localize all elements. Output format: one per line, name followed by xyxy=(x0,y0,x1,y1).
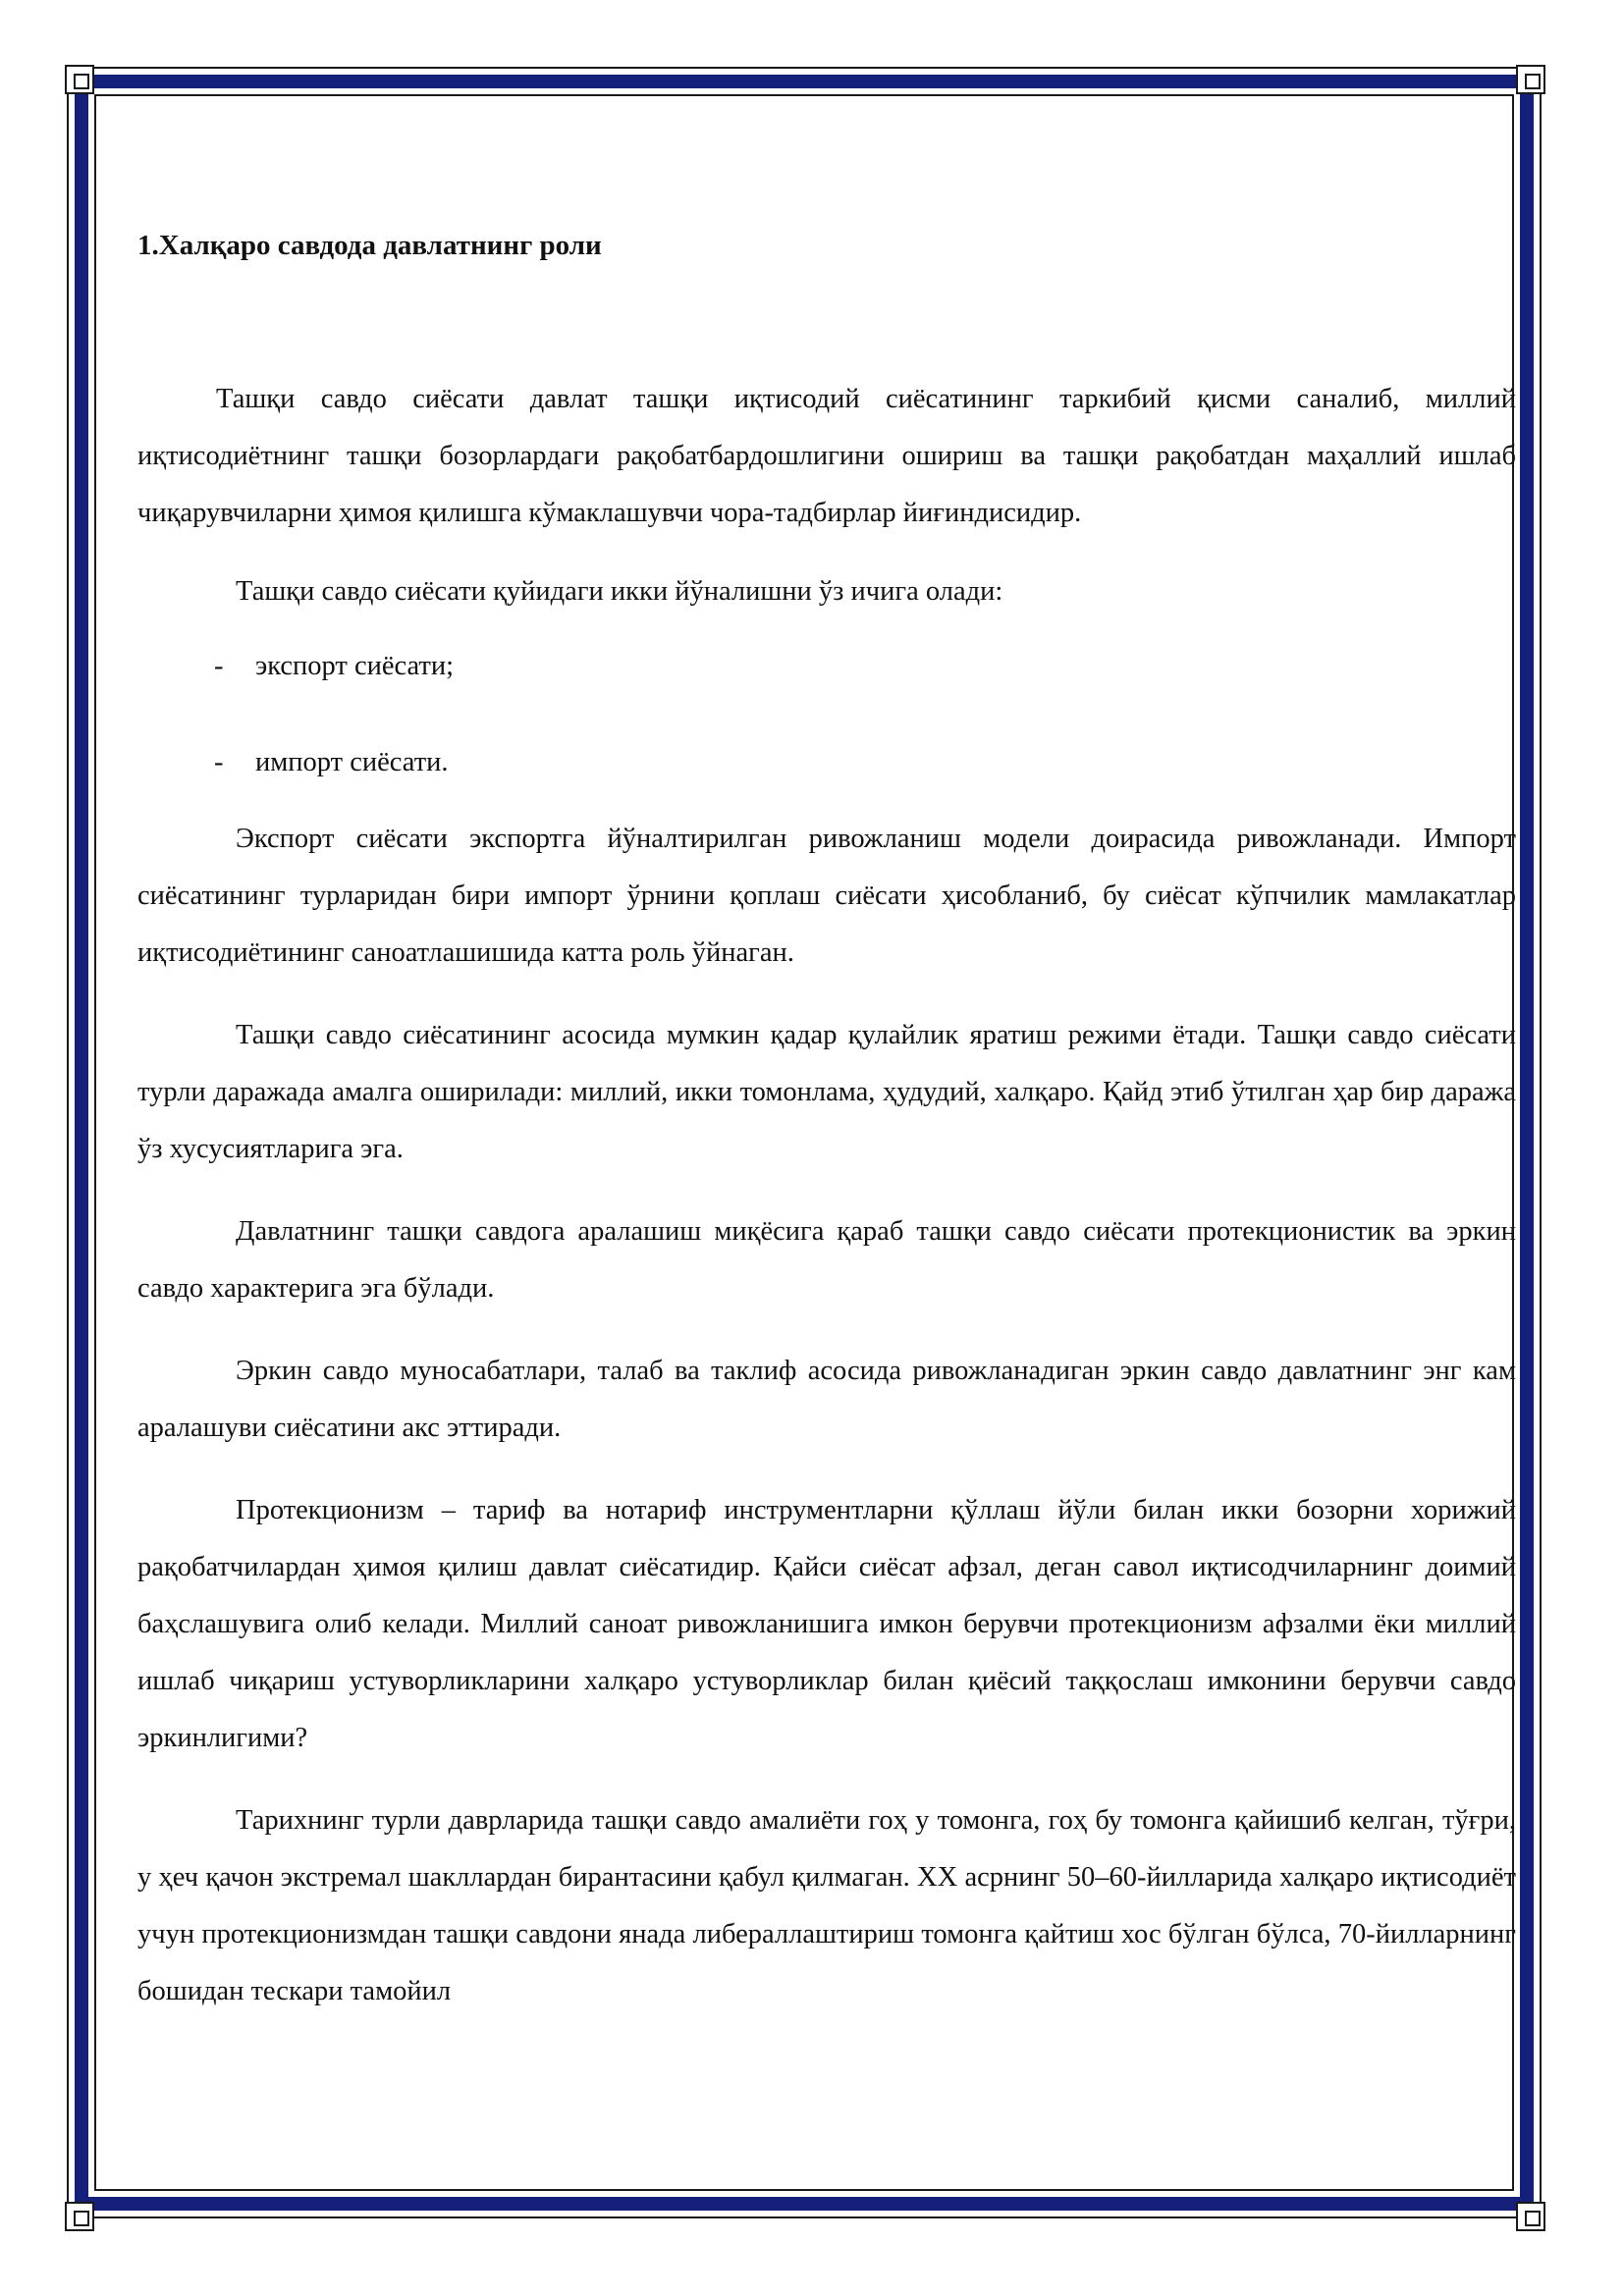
corner-ornament-top-right xyxy=(1516,65,1545,94)
paragraph-8: Тарихнинг турли даврларида ташқи савдо амалиёти гоҳ у томонга, гоҳ бу томонга қайишиб келган, тўғри, у ҳеч қачон экстремал шакллардан бирантасини қабул қилмаган. XX асрнинг 50–60-йилларида халқаро иқтисодиёт учун протекционизмдан ташқи савдони янада либераллаштириш томонга қайтиш хос бўлган бўлса, 70-йилларнинг бошидан тескари тамойил xyxy=(137,1805,1516,2006)
list-marker: - xyxy=(214,747,224,777)
corner-ornament-bottom-right xyxy=(1516,2202,1545,2231)
paragraph-5: Давлатнинг ташқи савдога аралашиш миқёсига қараб ташқи савдо сиёсати протекционистик ва эркин савдо характерига эга бўлади. xyxy=(137,1216,1516,1304)
corner-ornament-bottom-left xyxy=(65,2202,94,2231)
paragraph-4: Ташқи савдо сиёсатининг асосида мумкин қадар қулайлик яратиш режими ётади. Ташқи савдо сиёсати турли даражада амалга оширилади: миллий, икки томонлама, ҳудудий, халқаро. Қайд этиб ўтилган ҳар бир даража ўз хусусиятларига эга. xyxy=(137,1020,1516,1164)
paragraph-6: Эркин савдо муносабатлари, талаб ва таклиф асосида ривожланадиган эркин савдо давлатнинг энг кам аралашуви сиёсатини акс эттиради. xyxy=(137,1356,1516,1443)
paragraph-3: Экспорт сиёсати экспортга йўналтирилган ривожланиш модели доирасида ривожланади. Импорт сиёсатининг турларидан бири импорт ўрнини қоплаш сиёсати ҳисобланиб, бу сиёсат кўпчилик мамлакатлар иқтисодиётининг саноатлашишида катта роль ўйнаган. xyxy=(137,824,1516,968)
paragraph-1: Ташқи савдо сиёсати давлат ташқи иқтисодий сиёсатининг таркибий қисми саналиб, миллий иқтисодиётнинг ташқи бозорлардаги рақобатбардошлигини ошириш ва ташқи рақобатдан маҳаллий ишлаб чиқарувчиларни ҳимоя қилишга кўмаклашувчи чора-тадбирлар йиғиндисидир. xyxy=(137,384,1516,528)
corner-ornament-top-left xyxy=(65,65,94,94)
paragraph-2: Ташқи савдо сиёсати қуйидаги икки йўналишни ўз ичига олади: xyxy=(236,576,1003,607)
list-item xyxy=(137,734,1516,791)
document-body xyxy=(137,224,1516,2020)
section-heading: 1.Халқаро савдода давлатнинг роли xyxy=(137,230,602,261)
list-item xyxy=(137,638,1516,695)
list-item-text: экспорт сиёсати; xyxy=(255,651,455,681)
paragraph-7: Протекционизм – тариф ва нотариф инструментларни қўллаш йўли билан икки бозорни хорижий рақобатчилардан ҳимоя қилиш давлат сиёсатидир. Қайси сиёсат афзал, деган савол иқтисодчиларнинг доимий баҳслашувига олиб келади. Миллий саноат ривожланишига имкон берувчи протекционизм афзалми ёки миллий ишлаб чиқариш устуворликларини халқаро устуворликлар билан қиёсий таққослаш имконини берувчи савдо эркинлигими? xyxy=(137,1495,1516,1753)
list-item-text: импорт сиёсати. xyxy=(255,747,449,777)
list-marker: - xyxy=(214,651,224,681)
policy-list xyxy=(137,638,1516,791)
